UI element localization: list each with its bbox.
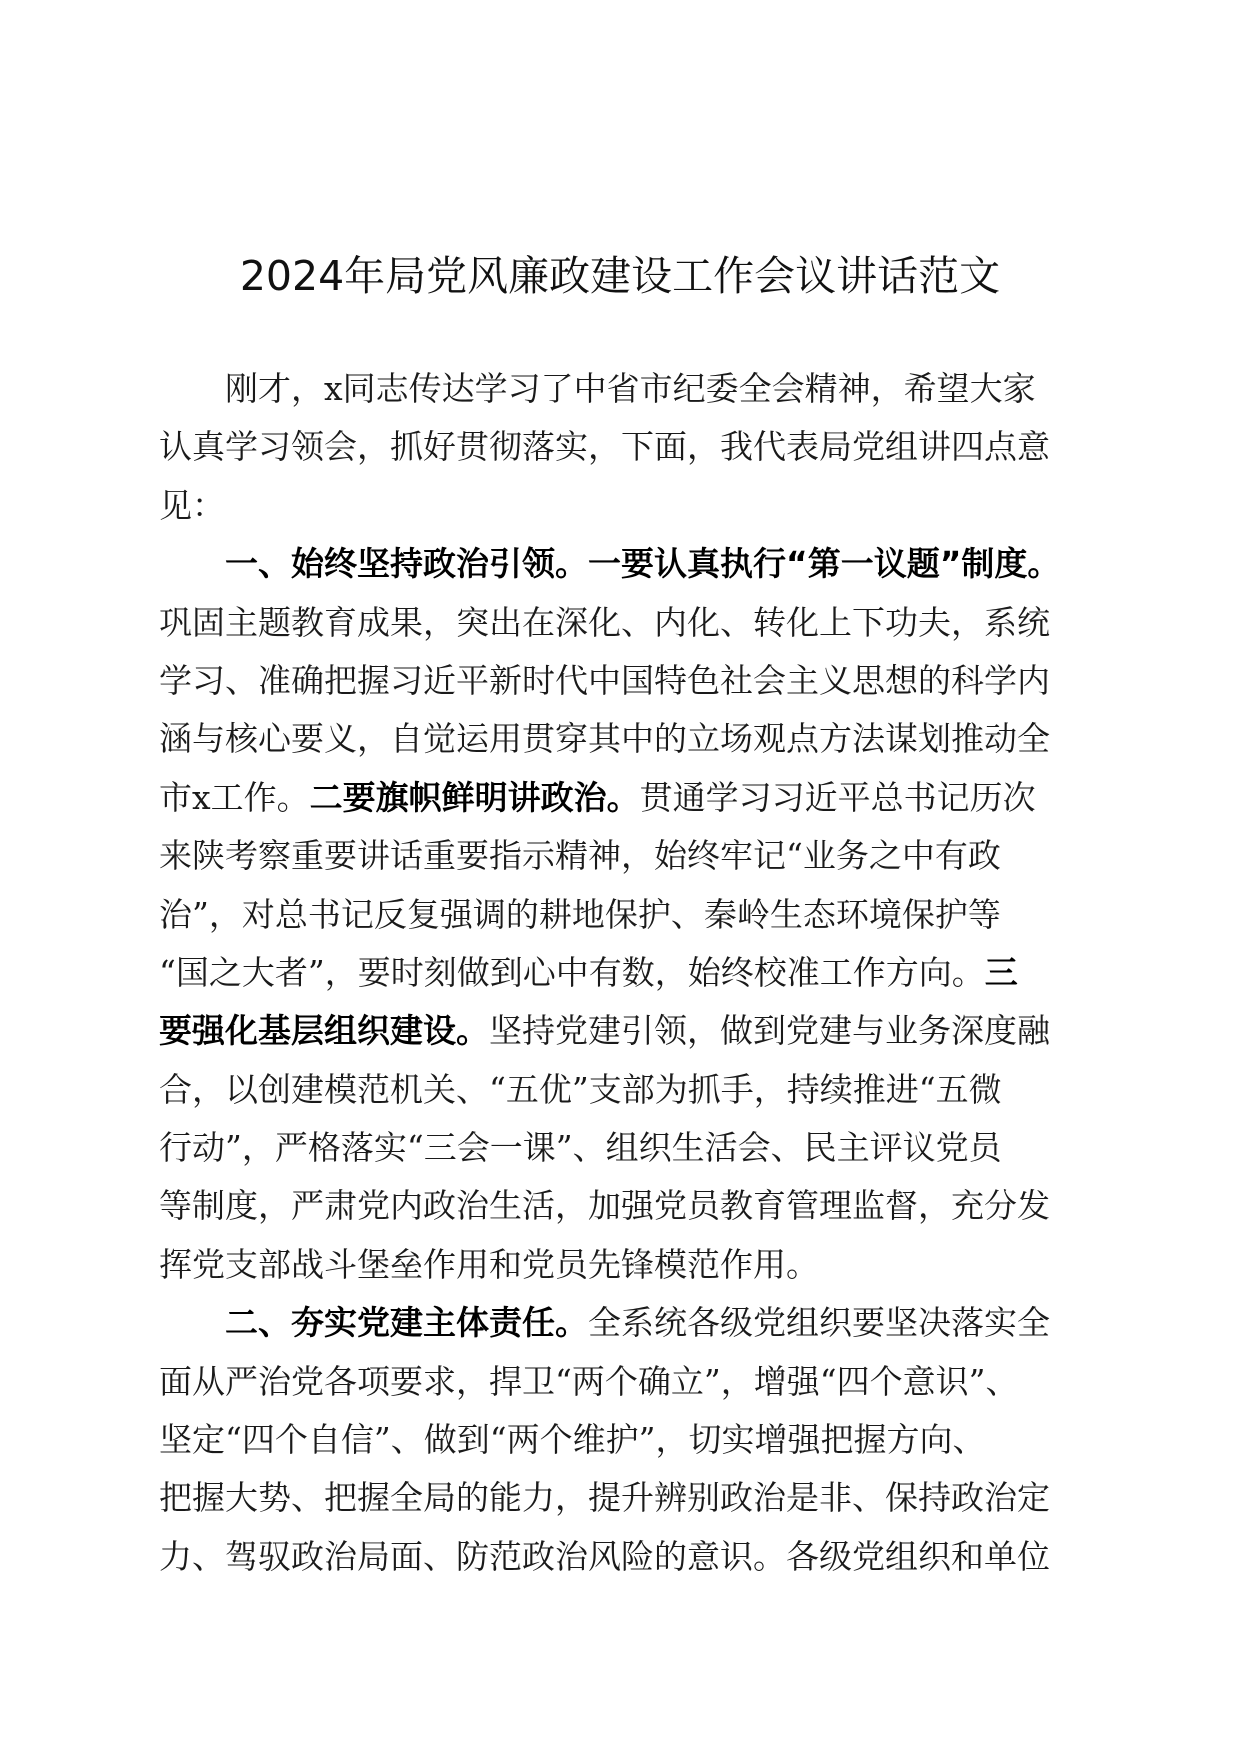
bold-text-segment: 二、夯实党建主体责任。 bbox=[225, 1303, 588, 1343]
text-segment: 面从严治党各项要求，捍卫“两个确立”，增强“四个意识”、 bbox=[159, 1361, 1019, 1401]
text-line bbox=[159, 1528, 1059, 1586]
text-segment: 把握大势、把握全局的能力，提升辨别政治是非、保持政治定 bbox=[159, 1478, 1050, 1518]
text-line bbox=[159, 944, 1059, 1002]
text-segment: “国之大者”，要时刻做到心中有数，始终校准工作方向。 bbox=[159, 952, 985, 992]
text-segment: 涵与核心要义，自觉运用贯穿其中的立场观点方法谋划推动全 bbox=[159, 719, 1050, 759]
text-segment: 贯通学习习近平总书记历次 bbox=[639, 777, 1036, 817]
text-segment: 挥党支部战斗堡垒作用和党员先锋模范作用。 bbox=[159, 1244, 819, 1284]
text-segment: 力、驾驭政治局面、防范政治风险的意识。各级党组织和单位 bbox=[159, 1536, 1050, 1576]
text-segment: 合，以创建模范机关、“五优”支部为抓手，持续推进“五微 bbox=[159, 1069, 1002, 1109]
text-segment: 治”，对总书记反复强调的耕地保护、秦岭生态环境保护等 bbox=[159, 894, 1001, 934]
bold-text-segment: 三 bbox=[984, 952, 1018, 992]
text-line bbox=[159, 652, 1059, 710]
bold-text-segment: 要强化基层组织建设。 bbox=[159, 1011, 489, 1051]
text-line bbox=[159, 1119, 1059, 1177]
text-segment: 刚才，x同志传达学习了中省市纪委全会精神，希望大家 bbox=[225, 369, 1036, 408]
text-line bbox=[159, 1294, 1059, 1352]
text-segment: 全系统各级党组织要坚决落实全 bbox=[588, 1303, 1050, 1343]
text-line bbox=[159, 418, 1059, 476]
text-line bbox=[159, 710, 1059, 768]
text-line bbox=[159, 360, 1059, 418]
text-line bbox=[159, 769, 1059, 827]
text-line bbox=[159, 1411, 1059, 1469]
text-line bbox=[159, 1353, 1059, 1411]
text-line bbox=[159, 594, 1059, 652]
bold-text-segment: 一、始终坚持政治引领。一要认真执行“第一议题”制度。 bbox=[225, 544, 1061, 584]
text-line bbox=[159, 1236, 1059, 1294]
text-line bbox=[159, 477, 1059, 535]
text-line bbox=[159, 1002, 1059, 1060]
text-segment: 来陕考察重要讲话重要指示精神，始终牢记“业务之中有政 bbox=[159, 836, 1001, 876]
text-line bbox=[159, 827, 1059, 885]
text-segment: 市x工作。 bbox=[159, 777, 310, 817]
text-segment: 巩固主题教育成果，突出在深化、内化、转化上下功夫，系统 bbox=[159, 602, 1050, 642]
text-segment: 行动”，严格落实“三会一课”、组织生活会、民主评议党员 bbox=[159, 1128, 1002, 1168]
text-segment: 等制度，严肃党内政治生活，加强党员教育管理监督，充分发 bbox=[159, 1186, 1050, 1226]
text-segment: 坚持党建引领，做到党建与业务深度融 bbox=[489, 1011, 1050, 1051]
bold-text-segment: 二要旗帜鲜明讲政治。 bbox=[309, 777, 640, 817]
document-title: 2024年局党风廉政建设工作会议讲话范文 bbox=[239, 252, 1001, 300]
text-segment: 学习、准确把握习近平新时代中国特色社会主义思想的科学内 bbox=[159, 660, 1050, 700]
text-segment: 坚定“四个自信”、做到“两个维护”，切实增强把握方向、 bbox=[159, 1420, 986, 1460]
text-line bbox=[159, 1061, 1059, 1119]
text-segment: 认真学习领会，抓好贯彻落实，下面，我代表局党组讲四点意 bbox=[159, 427, 1050, 467]
document-body bbox=[159, 360, 1059, 1586]
text-line bbox=[159, 1469, 1059, 1527]
text-line bbox=[159, 535, 1059, 593]
text-line bbox=[159, 1177, 1059, 1235]
text-segment: 见： bbox=[159, 485, 225, 525]
text-line bbox=[159, 886, 1059, 944]
